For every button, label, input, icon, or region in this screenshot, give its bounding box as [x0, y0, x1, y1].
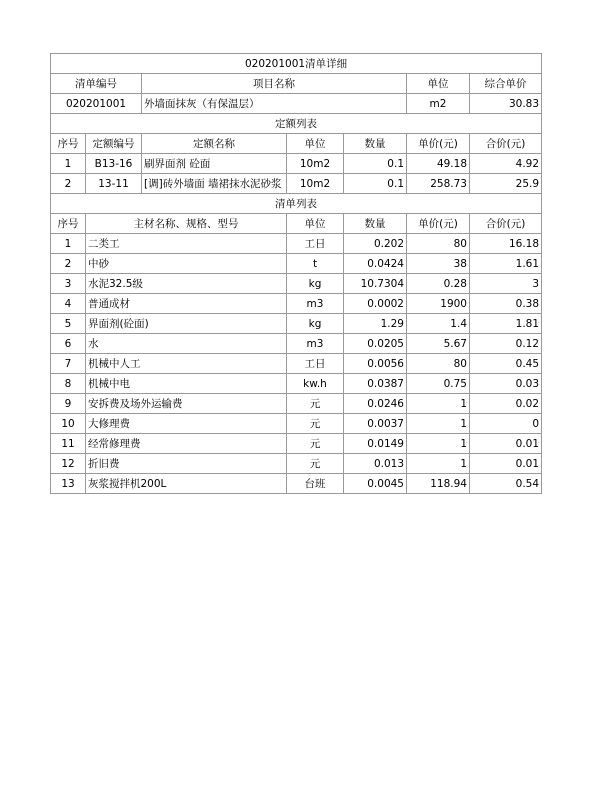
item-name: 安拆费及场外运输费: [86, 394, 287, 414]
item-no: 1: [51, 234, 86, 254]
quota-header-name: 定额名称: [142, 134, 287, 154]
item-qty: 0.0056: [344, 354, 407, 374]
item-name: 机械中人工: [86, 354, 287, 374]
items-header-row: [51, 214, 542, 234]
item-name: 大修理费: [86, 414, 287, 434]
table-row: [51, 274, 542, 294]
item-price: 38: [407, 254, 470, 274]
item-no: 6: [51, 334, 86, 354]
quota-price: 258.73: [407, 174, 470, 194]
table-row: [51, 434, 542, 454]
item-unit: 元: [287, 414, 344, 434]
item-total: 0.02: [470, 394, 542, 414]
item-qty: 0.202: [344, 234, 407, 254]
quota-total: 4.92: [470, 154, 542, 174]
item-qty: 0.013: [344, 454, 407, 474]
item-price: 80: [407, 354, 470, 374]
item-no: 3: [51, 274, 86, 294]
item-unit: m3: [287, 334, 344, 354]
bill-detail-table: [50, 53, 542, 494]
item-price: 5.67: [407, 334, 470, 354]
item-unit: kw.h: [287, 374, 344, 394]
item-unit: 元: [287, 434, 344, 454]
item-unit: kg: [287, 274, 344, 294]
item-qty: 1.29: [344, 314, 407, 334]
items-header-no: 序号: [51, 214, 86, 234]
quota-header-price: 单价(元): [407, 134, 470, 154]
quota-price: 49.18: [407, 154, 470, 174]
item-unit: 工日: [287, 354, 344, 374]
item-name: 水泥32.5级: [86, 274, 287, 294]
bill-price: 30.83: [470, 94, 542, 114]
item-total: 1.81: [470, 314, 542, 334]
item-total: 0.38: [470, 294, 542, 314]
item-total: 16.18: [470, 234, 542, 254]
quota-header-total: 合价(元): [470, 134, 542, 154]
item-no: 8: [51, 374, 86, 394]
items-section-title: 清单列表: [51, 194, 542, 214]
items-header-price: 单价(元): [407, 214, 470, 234]
item-price: 1900: [407, 294, 470, 314]
table-row: [51, 374, 542, 394]
quota-header-code: 定额编号: [86, 134, 142, 154]
item-no: 11: [51, 434, 86, 454]
item-no: 10: [51, 414, 86, 434]
title-row: [51, 54, 542, 74]
item-qty: 0.0387: [344, 374, 407, 394]
quota-total: 25.9: [470, 174, 542, 194]
item-total: 0.12: [470, 334, 542, 354]
item-name: 灰浆搅拌机200L: [86, 474, 287, 494]
item-total: 1.61: [470, 254, 542, 274]
item-name: 经常修理费: [86, 434, 287, 454]
item-no: 9: [51, 394, 86, 414]
bill-row: [51, 94, 542, 114]
items-section-row: [51, 194, 542, 214]
item-no: 4: [51, 294, 86, 314]
items-header-name: 主材名称、规格、型号: [86, 214, 287, 234]
item-unit: t: [287, 254, 344, 274]
quota-header-unit: 单位: [287, 134, 344, 154]
quota-row: [51, 154, 542, 174]
table-row: [51, 334, 542, 354]
item-name: 中砂: [86, 254, 287, 274]
quota-qty: 0.1: [344, 154, 407, 174]
table-row: [51, 354, 542, 374]
items-header-unit: 单位: [287, 214, 344, 234]
quota-code: 13-11: [86, 174, 142, 194]
bill-header-price: 综合单价: [470, 74, 542, 94]
item-name: 折旧费: [86, 454, 287, 474]
table-row: [51, 294, 542, 314]
item-price: 1: [407, 394, 470, 414]
item-no: 5: [51, 314, 86, 334]
item-qty: 0.0045: [344, 474, 407, 494]
item-total: 0.01: [470, 454, 542, 474]
table-row: [51, 454, 542, 474]
quota-qty: 0.1: [344, 174, 407, 194]
item-qty: 0.0424: [344, 254, 407, 274]
bill-header-code: 清单编号: [51, 74, 142, 94]
item-unit: 工日: [287, 234, 344, 254]
bill-code: 020201001: [51, 94, 142, 114]
item-total: 3: [470, 274, 542, 294]
quota-code: B13-16: [86, 154, 142, 174]
bill-header-row: [51, 74, 542, 94]
item-unit: 台班: [287, 474, 344, 494]
item-name: 水: [86, 334, 287, 354]
quota-name: [调]砖外墙面 墙裙抹水泥砂浆: [142, 174, 287, 194]
item-unit: 元: [287, 394, 344, 414]
quota-header-qty: 数量: [344, 134, 407, 154]
item-no: 2: [51, 254, 86, 274]
quota-no: 1: [51, 154, 86, 174]
quota-no: 2: [51, 174, 86, 194]
item-unit: kg: [287, 314, 344, 334]
item-no: 13: [51, 474, 86, 494]
item-price: 0.28: [407, 274, 470, 294]
items-header-qty: 数量: [344, 214, 407, 234]
item-price: 1.4: [407, 314, 470, 334]
items-header-total: 合价(元): [470, 214, 542, 234]
item-total: 0.54: [470, 474, 542, 494]
item-price: 0.75: [407, 374, 470, 394]
item-total: 0.45: [470, 354, 542, 374]
table-row: [51, 314, 542, 334]
bill-header-unit: 单位: [407, 74, 470, 94]
item-price: 118.94: [407, 474, 470, 494]
sheet-title: 020201001清单详细: [51, 54, 542, 74]
item-no: 12: [51, 454, 86, 474]
item-total: 0.03: [470, 374, 542, 394]
item-qty: 0.0149: [344, 434, 407, 454]
item-name: 二类工: [86, 234, 287, 254]
item-total: 0: [470, 414, 542, 434]
item-price: 1: [407, 434, 470, 454]
item-name: 机械中电: [86, 374, 287, 394]
quota-header-row: [51, 134, 542, 154]
bill-unit: m2: [407, 94, 470, 114]
item-price: 1: [407, 454, 470, 474]
item-unit: 元: [287, 454, 344, 474]
item-price: 1: [407, 414, 470, 434]
item-qty: 10.7304: [344, 274, 407, 294]
item-qty: 0.0205: [344, 334, 407, 354]
item-price: 80: [407, 234, 470, 254]
quota-row: [51, 174, 542, 194]
table-row: [51, 234, 542, 254]
quota-section-row: [51, 114, 542, 134]
table-row: [51, 394, 542, 414]
item-name: 界面剂(砼面): [86, 314, 287, 334]
bill-header-name: 项目名称: [142, 74, 407, 94]
quota-unit: 10m2: [287, 174, 344, 194]
quota-section-title: 定额列表: [51, 114, 542, 134]
item-qty: 0.0246: [344, 394, 407, 414]
item-qty: 0.0002: [344, 294, 407, 314]
item-no: 7: [51, 354, 86, 374]
table-row: [51, 254, 542, 274]
table-row: [51, 414, 542, 434]
table-row: [51, 474, 542, 494]
bill-name: 外墙面抹灰（有保温层）: [142, 94, 407, 114]
quota-header-no: 序号: [51, 134, 86, 154]
item-unit: m3: [287, 294, 344, 314]
quota-name: 刷界面剂 砼面: [142, 154, 287, 174]
item-qty: 0.0037: [344, 414, 407, 434]
item-total: 0.01: [470, 434, 542, 454]
item-name: 普通成材: [86, 294, 287, 314]
quota-unit: 10m2: [287, 154, 344, 174]
